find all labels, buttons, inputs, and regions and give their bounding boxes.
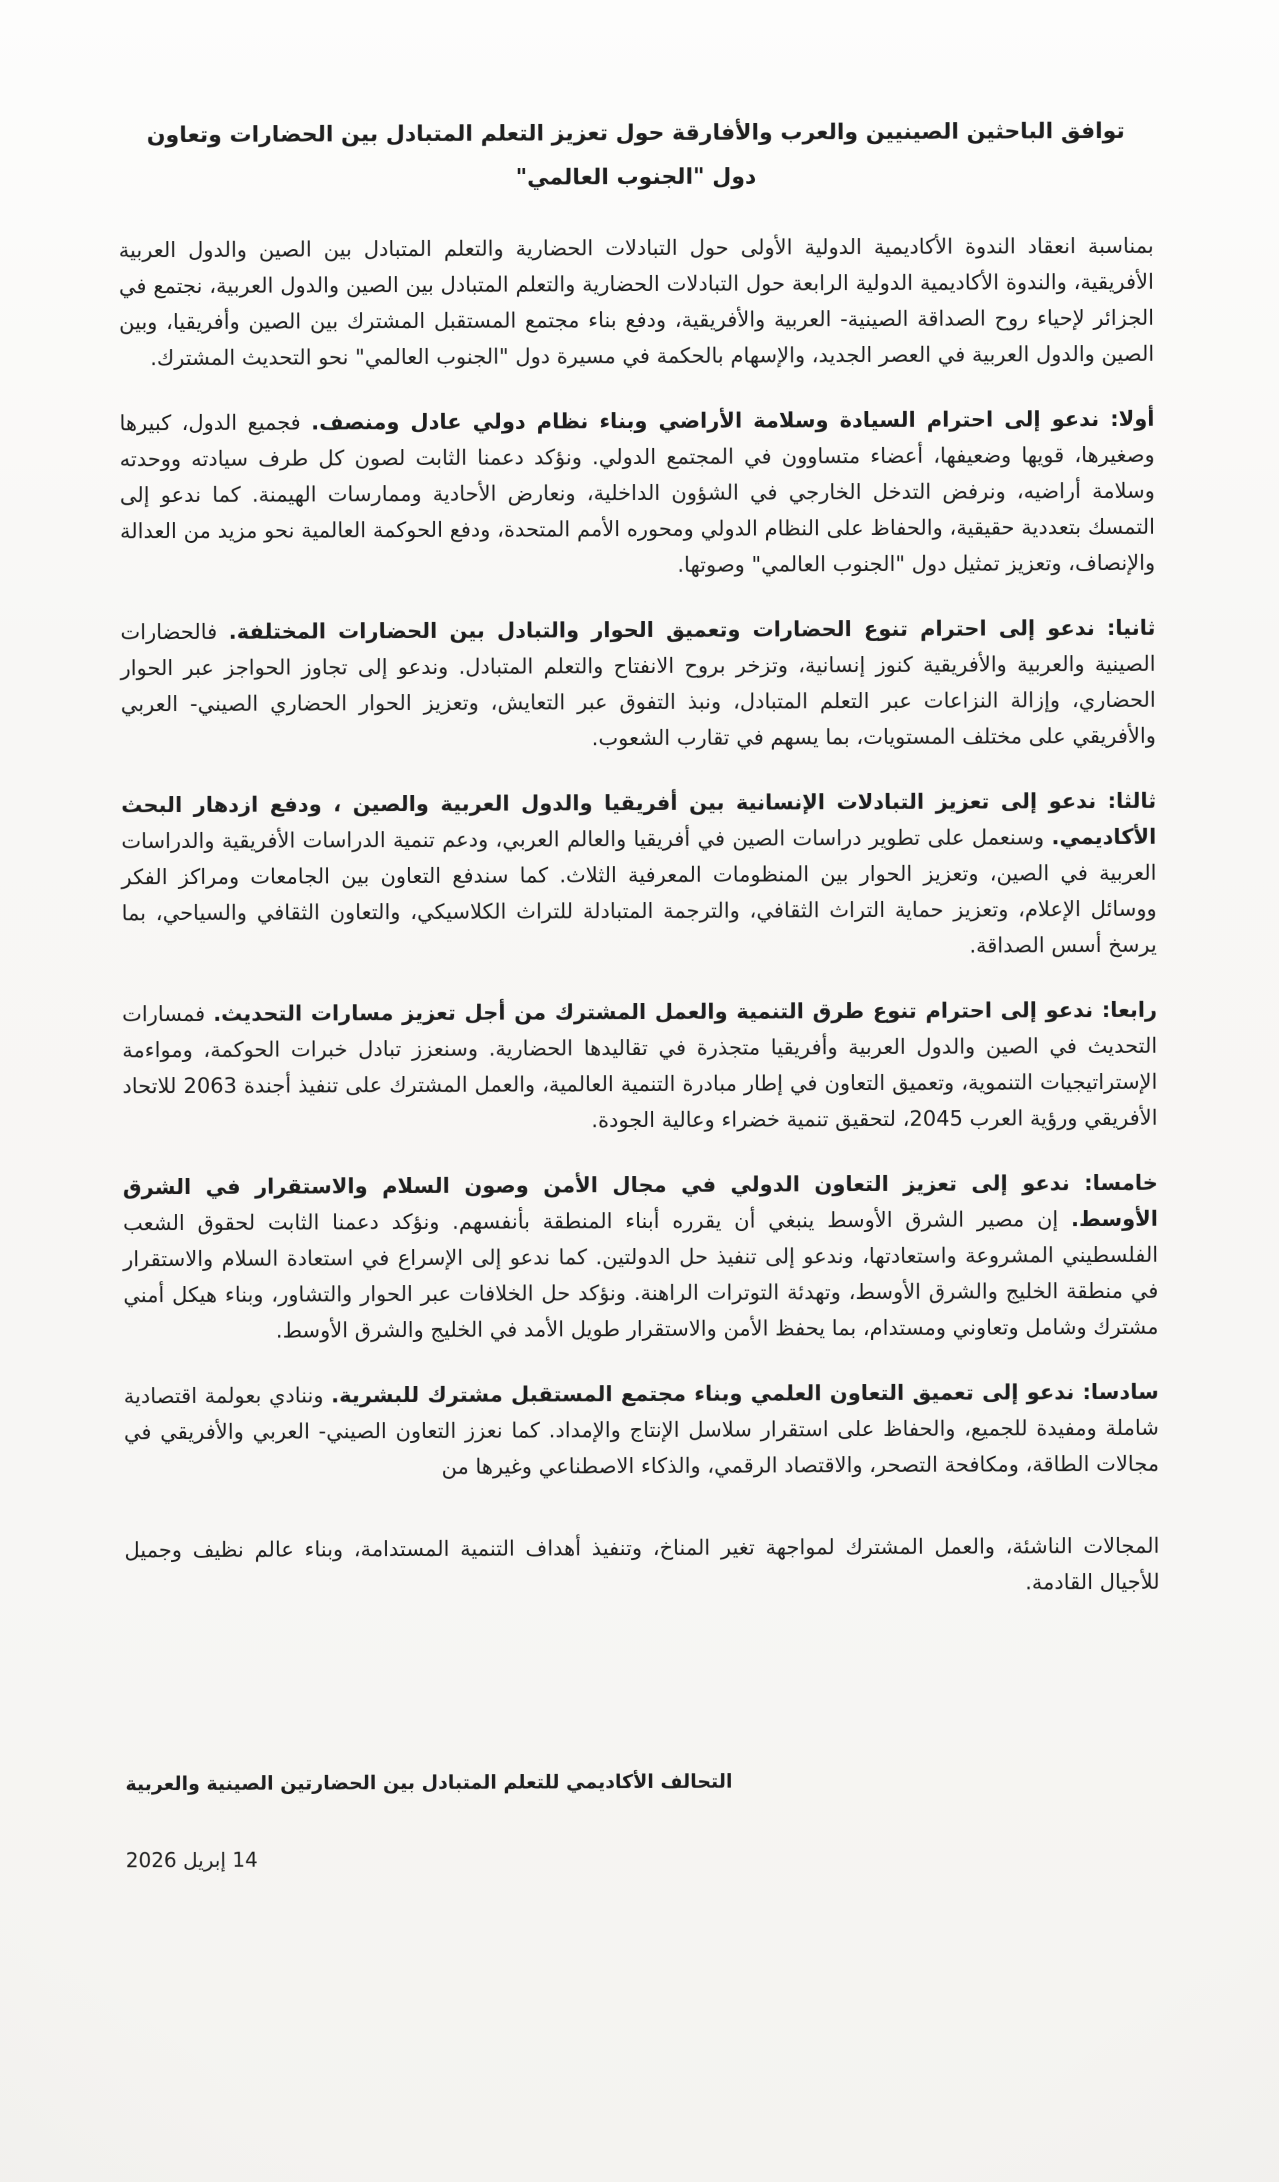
section-3-lead: ثالثا: ندعو إلى تعزيز التبادلات الإنسانية بين أفريقيا والدول العربية والصين ، ودفع ازدهار البحث الأكاديمي.	[121, 788, 1157, 850]
closing-paragraph: المجالات الناشئة، والعمل المشترك لمواجهة تغير المناخ، وتنفيذ أهداف التنمية المستدامة، وبناء عالم نظيف وجميل للأجيال القادمة.	[124, 1533, 1160, 1595]
section-paragraph-1	[119, 401, 1155, 586]
date-line: 14 إبريل 2026	[125, 1847, 258, 1873]
document-page	[118, 110, 1161, 1874]
section-4-body: فمسارات التحديث في الصين والدول العربية وأفريقيا متجذرة في تقاليدها الحضارية. وسنعزز تبادل خبرات الحوكمة، ومواءمة الإستراتيجيات التنموية، وتعميق التعاون في إطار مبادرة التنمية العالمية، والعمل المشترك على تنفيذ أجندة 2063 للاتحاد الأفريقي ورؤية العرب 2045، لتحقيق تنمية خضراء وعالية الجودة.	[122, 1001, 1158, 1133]
section-paragraph-3	[121, 783, 1157, 968]
section-6-lead: سادسا: ندعو إلى تعميق التعاون العلمي وبناء مجتمع المستقبل مشترك للبشرية.	[331, 1379, 1159, 1408]
section-3-body: وسنعمل على تطوير دراسات الصين في أفريقيا والعالم العربي، ودعم تنمية الدراسات الأفريقية والدراسات العربية في الصين، وتعزيز الحوار بين المنظومات المعرفية الثلاث. كما سندفع التعاون بين الجامعات ومراكز الفكر ووسائل الإعلام، وتعزيز حماية التراث الثقافي، والترجمة المتبادلة للتراث الكلاسيكي، والتعاون الثقافي والسياحي، بما يرسخ أسس الصداقة.	[121, 825, 1157, 958]
section-paragraph-5	[123, 1165, 1159, 1350]
section-2-body: فالحضارات الصينية والعربية والأفريقية كنوز إنسانية، وتزخر بروح الانفتاح والتعلم المتبادل. وندعو إلى تجاوز الحواجز عبر الحوار الحضاري، وإزالة النزاعات عبر التعلم المتبادل، ونبذ التفوق عبر التعايش، وتعزيز الحوار الحضاري الصيني- العربي والأفريقي على مختلف المستويات، بما يسهم في تقارب الشعوب.	[120, 619, 1156, 751]
section-5-body: إن مصير الشرق الأوسط ينبغي أن يقرره أبناء المنطقة بأنفسهم. ونؤكد دعمنا الثابت لحقوق الشعب الفلسطيني المشروعة واستعادتها، وندعو إلى تنفيذ حل الدولتين. كما ندعو إلى الإسراع في استعادة السلام والاستقرار في منطقة الخليج والشرق الأوسط، وتهدئة التوترات الراهنة. ونؤكد حل الخلافات عبر الحوار والتشاور، وبناء هيكل أمني مشترك وشامل وتعاوني ومستدام، بما يحفظ الأمن والاستقرار طويل الأمد في الخليج والشرق الأوسط.	[122, 1207, 1159, 1343]
signature-line: التحالف الأكاديمي للتعلم المتبادل بين الحضارتين الصينية والعربية	[125, 1770, 733, 1796]
section-paragraph-6	[124, 1374, 1159, 1487]
section-4-lead: رابعا: ندعو إلى احترام تنوع طرق التنمية والعمل المشترك من أجل تعزيز مسارات التحديث.	[213, 997, 1158, 1026]
document-title: توافق الباحثين الصينيين والعرب والأفارقة حول تعزيز التعلم المتبادل بين الحضارات وتعاون دول "الجنوب العالمي"	[146, 118, 1125, 191]
section-2-lead: ثانيا: ندعو إلى احترام تنوع الحضارات وتعميق الحوار والتبادل بين الحضارات المختلفة.	[228, 615, 1156, 644]
intro-paragraph: بمناسبة انعقاد الندوة الأكاديمية الدولية الأولى حول التبادلات الحضارية والتعلم المتبادل بين الصين والدول العربية الأفريقية، والندوة الأكاديمية الدولية الرابعة حول التبادلات الحضارية والتعلم المتبادل بين الصين والدول العربية، نجتمع في الجزائر لإحياء روح الصداقة الصينية- العربية والأفريقية، ودفع بناء مجتمع المستقبل المشترك بين الصين وأفريقيا، وبين الصين والدول العربية في العصر الجديد، والإسهام بالحكمة في مسيرة دول "الجنوب العالمي" نحو التحديث المشترك.	[118, 233, 1155, 371]
section-6-body: وننادي بعولمة اقتصادية شاملة ومفيدة للجميع، والحفاظ على استقرار سلاسل الإنتاج والإمداد. كما نعزز التعاون الصيني- العربي والأفريقي في مجالات الطاقة، ومكافحة التصحر، والاقتصاد الرقمي، والذكاء الاصطناعي وغيرها من	[123, 1383, 1160, 1479]
section-1-lead: أولا: ندعو إلى احترام السيادة وسلامة الأراضي وبناء نظام دولي عادل ومنصف.	[311, 406, 1155, 435]
section-1-body: فجميع الدول، كبيرها وصغيرها، قويها وضعيفها، أعضاء متساوون في المجتمع الدولي. ونؤكد دعمنا الثابت لصون كل طرف سيادته ووحدته وسلامة أراضيه، ونرفض التدخل الخارجي في الشؤون الداخلية، ونعارض الأحادية وممارسات الهيمنة. كما ندعو إلى التمسك بتعددية حقيقية، والحفاظ على النظام الدولي ومحوره الأمم المتحدة، ودفع الحوكمة العالمية نحو مزيد من العدالة والإنصاف، وتعزيز تمثيل دول "الجنوب العالمي" وصوتها.	[119, 410, 1156, 577]
section-paragraph-2	[120, 610, 1156, 759]
section-paragraph-4	[122, 992, 1158, 1141]
section-5-lead: خامسا: ندعو إلى تعزيز التعاون الدولي في مجال الأمن وصون السلام والاستقرار في الشرق الأوسط.	[122, 1170, 1159, 1232]
